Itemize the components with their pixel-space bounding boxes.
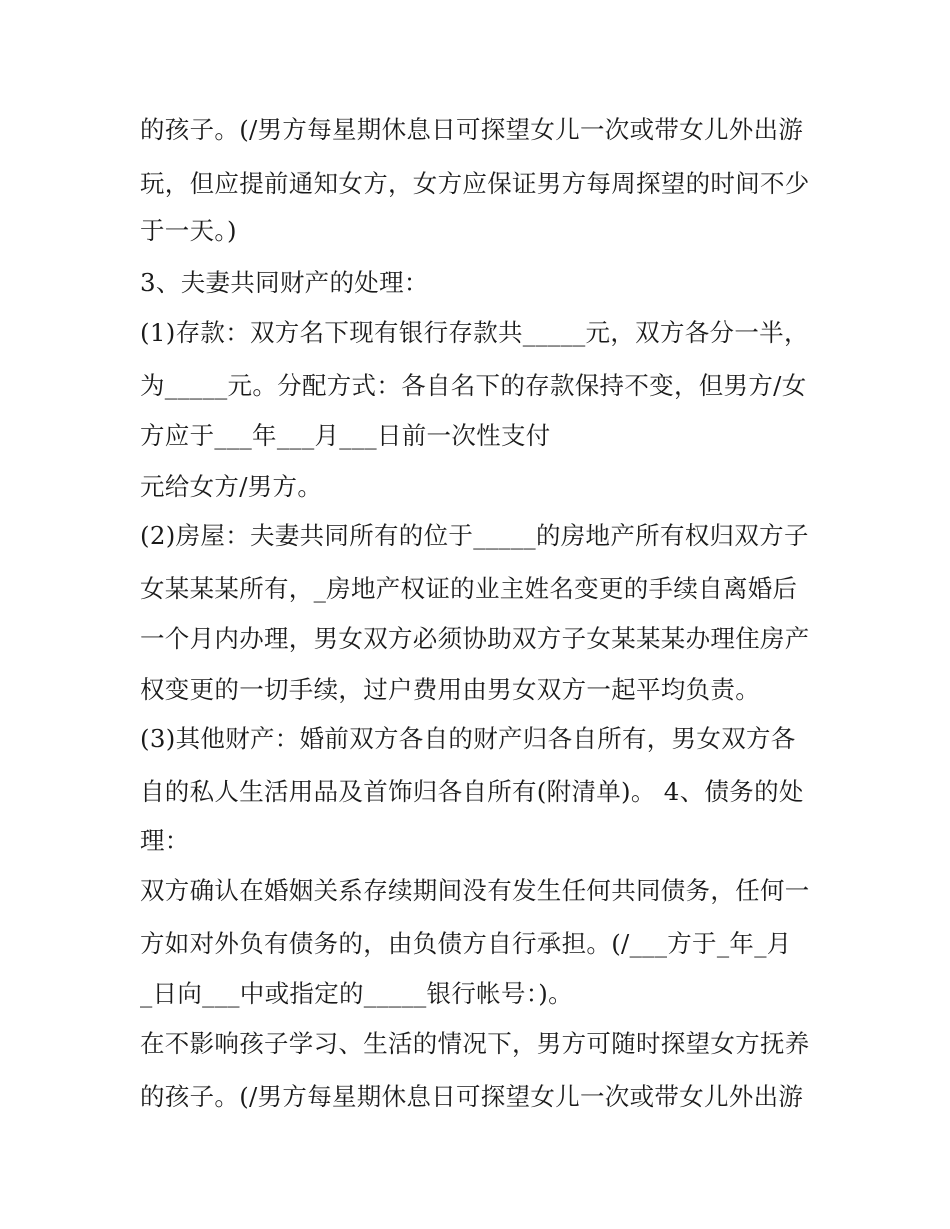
text-line: 元给女方/男方。: [140, 472, 323, 501]
text-line: (3)其他财产：婚前双方各自的财产归各自所有，男女双方各: [140, 724, 796, 753]
text-line: 自的私人生活用品及首饰归各自所有(附清单)。 4、债务的处: [140, 777, 804, 806]
text-line: 的孩子。(/男方每星期休息日可探望女儿一次或带女儿外出游: [140, 115, 804, 144]
text-line: 方如对外负有债务的，由负债方自行承担。(/___方于_年_月: [140, 929, 792, 958]
text-line: 权变更的一切手续，过户费用由男女双方一起平均负责。: [140, 675, 760, 704]
text-line: (1)存款：双方名下现有银行存款共_____元，双方各分一半，: [140, 318, 809, 347]
text-line: (2)房屋：夫妻共同所有的位于_____的房地产所有权归双方子: [140, 521, 809, 550]
text-line: 理：: [140, 826, 190, 855]
section-heading: 3、夫妻共同财产的处理：: [140, 268, 429, 297]
text-line: 玩，但应提前通知女方，女方应保证男方每周探望的时间不少: [140, 169, 810, 198]
text-line: 双方确认在婚姻关系存续期间没有发生任何共同债务，任何一: [140, 876, 810, 905]
text-line: _日向___中或指定的_____银行帐号：)。: [140, 979, 573, 1008]
text-line: 于一天。): [140, 216, 237, 245]
text-line: 方应于___年___月___日前一次性支付: [140, 421, 551, 450]
text-line: 的孩子。(/男方每星期休息日可探望女儿一次或带女儿外出游: [140, 1082, 804, 1111]
text-line: 一个月内办理，男女双方必须协助双方子女某某某办理住房产: [140, 624, 810, 653]
text-line: 为_____元。分配方式：各自名下的存款保持不变，但男方/女: [140, 371, 807, 400]
text-line: 女某某某所有，_房地产权证的业主姓名变更的手续自离婚后: [140, 574, 798, 603]
text-line: 在不影响孩子学习、生活的情况下，男方可随时探望女方抚养: [140, 1029, 810, 1058]
